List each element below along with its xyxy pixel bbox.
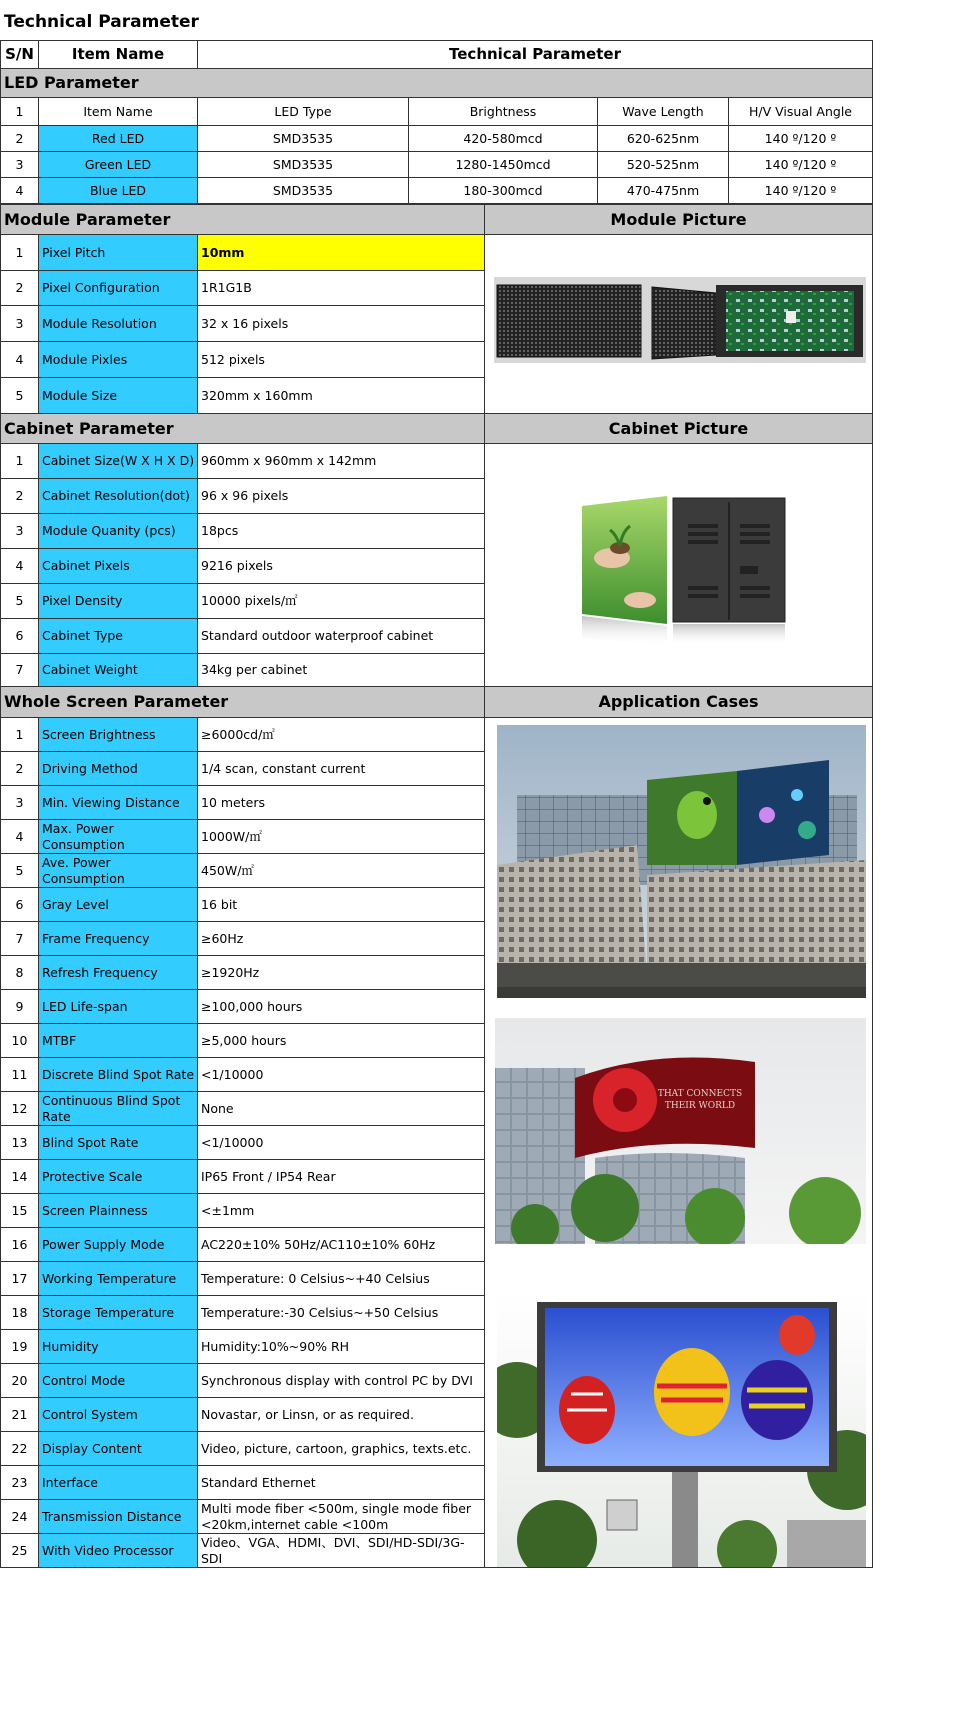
screen-row-name: Min. Viewing Distance: [38, 785, 198, 820]
application-cases-cell: [484, 717, 873, 1568]
led-row-type: SMD3535: [197, 151, 409, 178]
module-picture-title: Module Picture: [484, 204, 873, 235]
cabinet-row-sn: 7: [0, 653, 39, 687]
screen-row-value: ≥100,000 hours: [197, 989, 485, 1024]
screen-row-value: Humidity:10%~90% RH: [197, 1329, 485, 1364]
led-row-wave-length: 520-525nm: [597, 151, 729, 178]
application-case-building-photo: [497, 725, 866, 998]
screen-row-name: Continuous Blind Spot Rate: [38, 1091, 198, 1126]
screen-row-sn: 6: [0, 887, 39, 922]
screen-row-value: ≥6000cd/㎡: [197, 717, 485, 752]
cabinet-row-value: Standard outdoor waterproof cabinet: [197, 618, 485, 654]
screen-row-sn: 8: [0, 955, 39, 990]
screen-row-value: ≥1920Hz: [197, 955, 485, 990]
screen-row-name: Transmission Distance: [38, 1499, 198, 1534]
application-case-curved-screen-photo: [495, 1018, 866, 1244]
led-row-visual-angle: 140 º/120 º: [728, 125, 873, 152]
screen-row-name: Max. Power Consumption: [38, 819, 198, 854]
cabinet-row-name: Module Quanity (pcs): [38, 513, 198, 549]
module-section-title: Module Parameter: [0, 204, 485, 235]
screen-row-name: Control Mode: [38, 1363, 198, 1398]
cabinet-row-value: 34kg per cabinet: [197, 653, 485, 687]
screen-row-name: Blind Spot Rate: [38, 1125, 198, 1160]
screen-row-name: Screen Plainness: [38, 1193, 198, 1228]
screen-row-name: Frame Frequency: [38, 921, 198, 956]
cabinet-row-value: 960mm x 960mm x 142mm: [197, 443, 485, 479]
screen-row-sn: 9: [0, 989, 39, 1024]
led-row-wave-length: 470-475nm: [597, 177, 729, 204]
screen-row-sn: 14: [0, 1159, 39, 1194]
cabinet-picture-title: Cabinet Picture: [484, 413, 873, 444]
led-column-header: Item Name: [38, 97, 198, 126]
led-row-name: Green LED: [38, 151, 198, 178]
screen-row-sn: 24: [0, 1499, 39, 1534]
screen-row-name: LED Life-span: [38, 989, 198, 1024]
cabinet-row-sn: 4: [0, 548, 39, 584]
module-row-sn: 2: [0, 270, 39, 306]
cabinet-row-name: Cabinet Type: [38, 618, 198, 654]
led-column-header: LED Type: [197, 97, 409, 126]
module-row-value: 320mm x 160mm: [197, 377, 485, 414]
cabinet-row-sn: 6: [0, 618, 39, 654]
cabinet-row-sn: 2: [0, 478, 39, 514]
screen-row-value: 10 meters: [197, 785, 485, 820]
module-row-name: Pixel Pitch: [38, 234, 198, 271]
led-row-visual-angle: 140 º/120 º: [728, 177, 873, 204]
screen-row-sn: 3: [0, 785, 39, 820]
screen-row-sn: 11: [0, 1057, 39, 1092]
module-picture-cell: [484, 234, 873, 414]
screen-row-name: Control System: [38, 1397, 198, 1432]
screen-row-value: Video、VGA、HDMI、DVI、SDI/HD-SDI/3G-SDI: [197, 1533, 485, 1568]
led-row-visual-angle: 140 º/120 º: [728, 151, 873, 178]
led-column-header: Wave Length: [597, 97, 729, 126]
screen-row-value: <±1mm: [197, 1193, 485, 1228]
screen-row-sn: 20: [0, 1363, 39, 1398]
cabinet-picture-cell: [484, 443, 873, 687]
screen-row-name: Driving Method: [38, 751, 198, 786]
screen-row-sn: 4: [0, 819, 39, 854]
screen-row-value: Synchronous display with control PC by DVI: [197, 1363, 485, 1398]
cabinet-row-name: Cabinet Pixels: [38, 548, 198, 584]
led-section-title: LED Parameter: [0, 68, 873, 98]
screen-row-value: <1/10000: [197, 1125, 485, 1160]
cabinet-row-value: 18pcs: [197, 513, 485, 549]
module-row-name: Module Resolution: [38, 305, 198, 342]
cabinet-row-value: 10000 pixels/㎡: [197, 583, 485, 619]
cabinet-row-value: 9216 pixels: [197, 548, 485, 584]
screen-row-sn: 19: [0, 1329, 39, 1364]
module-row-sn: 5: [0, 377, 39, 414]
screen-row-sn: 12: [0, 1091, 39, 1126]
page-title: Technical Parameter: [4, 12, 199, 32]
module-row-sn: 4: [0, 341, 39, 378]
led-row-sn: 2: [0, 125, 39, 152]
screen-row-name: Humidity: [38, 1329, 198, 1364]
led-row-brightness: 180-300mcd: [408, 177, 598, 204]
header-sn: S/N: [0, 40, 39, 69]
screen-row-value: IP65 Front / IP54 Rear: [197, 1159, 485, 1194]
cabinet-row-sn: 1: [0, 443, 39, 479]
cabinet-row-name: Pixel Density: [38, 583, 198, 619]
led-row-type: SMD3535: [197, 125, 409, 152]
screen-row-value: Standard Ethernet: [197, 1465, 485, 1500]
screen-row-name: Storage Temperature: [38, 1295, 198, 1330]
screen-row-sn: 21: [0, 1397, 39, 1432]
led-row-name: Red LED: [38, 125, 198, 152]
cabinet-row-value: 96 x 96 pixels: [197, 478, 485, 514]
screen-row-value: Novastar, or Linsn, or as required.: [197, 1397, 485, 1432]
screen-row-sn: 5: [0, 853, 39, 888]
header-technical-parameter: Technical Parameter: [197, 40, 873, 69]
screen-row-name: Refresh Frequency: [38, 955, 198, 990]
screen-row-sn: 17: [0, 1261, 39, 1296]
led-row-brightness: 1280-1450mcd: [408, 151, 598, 178]
screen-row-sn: 1: [0, 717, 39, 752]
screen-row-sn: 10: [0, 1023, 39, 1058]
led-row-brightness: 420-580mcd: [408, 125, 598, 152]
screen-row-value: 450W/㎡: [197, 853, 485, 888]
screen-row-value: ≥60Hz: [197, 921, 485, 956]
screen-row-sn: 18: [0, 1295, 39, 1330]
screen-row-value: ≥5,000 hours: [197, 1023, 485, 1058]
screen-row-name: Gray Level: [38, 887, 198, 922]
screen-row-value: Multi mode fiber <500m, single mode fiber <20km,internet cable <100m: [197, 1499, 485, 1534]
module-row-name: Pixel Configuration: [38, 270, 198, 306]
billboard-text: THAT CONNECTS: [657, 1089, 743, 1099]
screen-row-sn: 23: [0, 1465, 39, 1500]
screen-row-name: Power Supply Mode: [38, 1227, 198, 1262]
module-row-name: Module Size: [38, 377, 198, 414]
screen-row-value: 16 bit: [197, 887, 485, 922]
module-row-sn: 3: [0, 305, 39, 342]
screen-row-value: None: [197, 1091, 485, 1126]
screen-row-sn: 2: [0, 751, 39, 786]
screen-row-sn: 7: [0, 921, 39, 956]
screen-row-value: 1/4 scan, constant current: [197, 751, 485, 786]
screen-row-sn: 13: [0, 1125, 39, 1160]
screen-row-value: 1000W/㎡: [197, 819, 485, 854]
cabinet-photo: [580, 496, 790, 646]
module-photo: [494, 277, 866, 363]
module-row-name: Module Pixles: [38, 341, 198, 378]
cabinet-row-name: Cabinet Size(W X H X D): [38, 443, 198, 479]
module-row-value: 1R1G1B: [197, 270, 485, 306]
led-row-sn: 3: [0, 151, 39, 178]
cabinet-row-sn: 3: [0, 513, 39, 549]
screen-row-value: Temperature: 0 Celsius~+40 Celsius: [197, 1261, 485, 1296]
screen-row-value: AC220±10% 50Hz/AC110±10% 60Hz: [197, 1227, 485, 1262]
header-item-name: Item Name: [38, 40, 198, 69]
screen-row-name: Ave. Power Consumption: [38, 853, 198, 888]
led-header-sn: 1: [0, 97, 39, 126]
screen-row-name: MTBF: [38, 1023, 198, 1058]
screen-picture-title: Application Cases: [484, 686, 873, 718]
module-row-sn: 1: [0, 234, 39, 271]
screen-row-sn: 15: [0, 1193, 39, 1228]
cabinet-section-title: Cabinet Parameter: [0, 413, 485, 444]
led-row-name: Blue LED: [38, 177, 198, 204]
cabinet-row-sn: 5: [0, 583, 39, 619]
screen-row-sn: 22: [0, 1431, 39, 1466]
module-row-value: 32 x 16 pixels: [197, 305, 485, 342]
led-row-sn: 4: [0, 177, 39, 204]
cabinet-row-name: Cabinet Resolution(dot): [38, 478, 198, 514]
screen-row-name: Interface: [38, 1465, 198, 1500]
screen-row-name: Protective Scale: [38, 1159, 198, 1194]
led-column-header: Brightness: [408, 97, 598, 126]
screen-row-name: Discrete Blind Spot Rate: [38, 1057, 198, 1092]
screen-row-sn: 25: [0, 1533, 39, 1568]
svg-text:THEIR WORLD: THEIR WORLD: [664, 1101, 736, 1111]
screen-row-sn: 16: [0, 1227, 39, 1262]
module-row-value: 512 pixels: [197, 341, 485, 378]
screen-section-title: Whole Screen Parameter: [0, 686, 485, 718]
screen-row-name: Working Temperature: [38, 1261, 198, 1296]
application-case-balloon-billboard-photo: [497, 1290, 866, 1568]
module-row-value: 10mm: [197, 234, 485, 271]
screen-row-name: With Video Processor: [38, 1533, 198, 1568]
screen-row-value: Temperature:-30 Celsius~+50 Celsius: [197, 1295, 485, 1330]
screen-row-name: Screen Brightness: [38, 717, 198, 752]
screen-row-name: Display Content: [38, 1431, 198, 1466]
screen-row-value: <1/10000: [197, 1057, 485, 1092]
led-column-header: H/V Visual Angle: [728, 97, 873, 126]
cabinet-row-name: Cabinet Weight: [38, 653, 198, 687]
led-row-type: SMD3535: [197, 177, 409, 204]
led-row-wave-length: 620-625nm: [597, 125, 729, 152]
screen-row-value: Video, picture, cartoon, graphics, texts.etc.: [197, 1431, 485, 1466]
